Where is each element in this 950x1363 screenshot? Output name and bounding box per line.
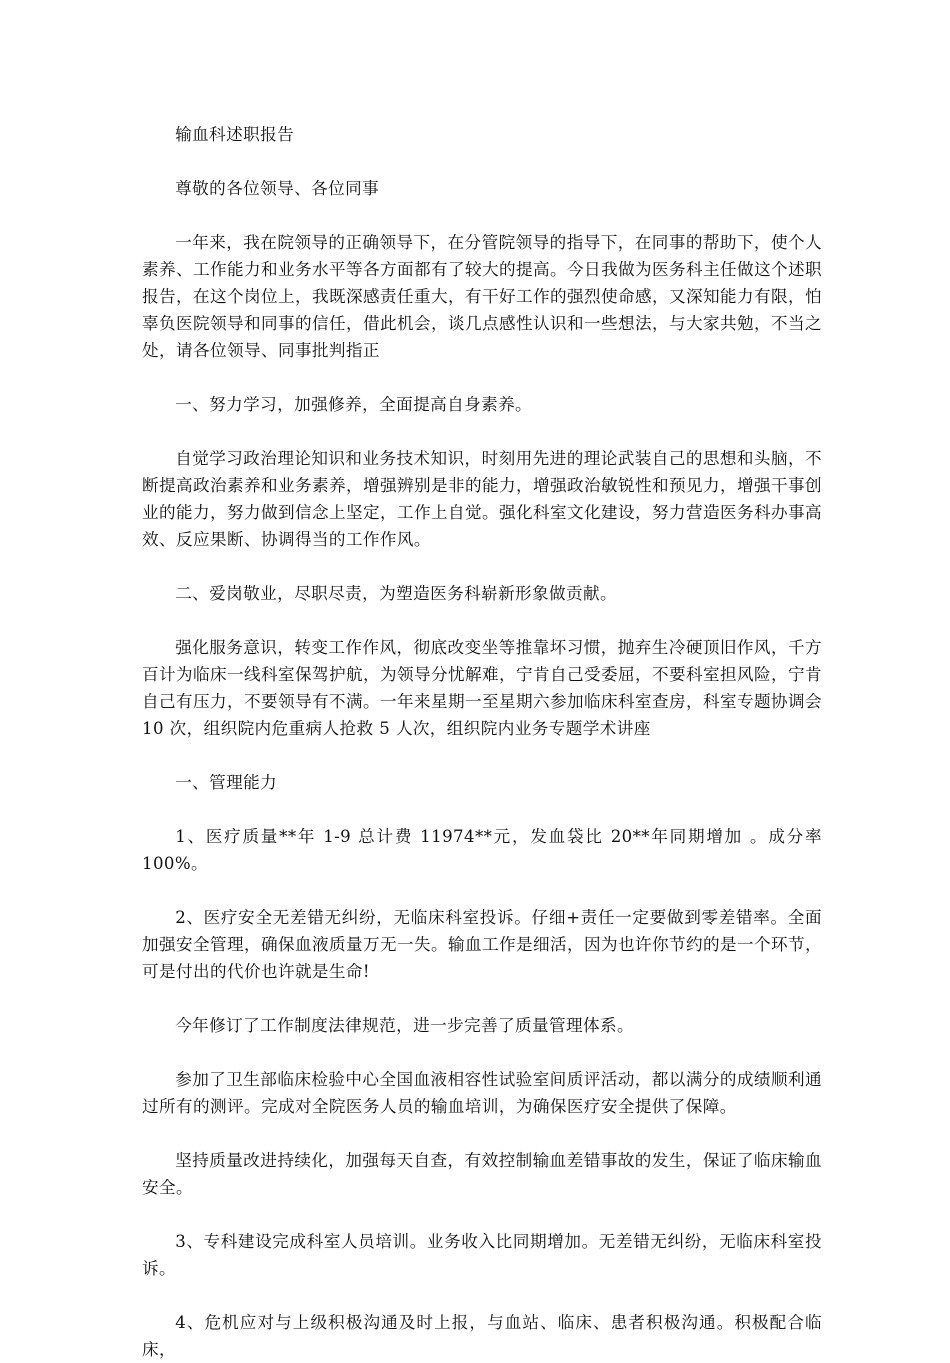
paragraph-spacer [142, 607, 822, 634]
paragraph-safety: 2、医疗安全无差错无纠纷，无临床科室投诉。仔细+责任一定要做到零差错率。全面加强安全管理，确保血液质量万无一失。输血工作是细活，因为也许你节约的是一个环节，可是付出的代价也许就是生命! [142, 908, 822, 981]
section-heading-management: 一、管理能力 [175, 773, 278, 792]
paragraph-spacer [142, 1201, 822, 1228]
paragraph-spacer [142, 364, 822, 391]
paragraph-specialty: 3、专科建设完成科室人员培训。业务收入比同期增加。无差错无纠纷，无临床科室投诉。 [142, 1232, 822, 1278]
paragraph-spacer [142, 202, 822, 229]
paragraph-improvement: 坚持质量改进持续化，加强每天自查，有效控制输血差错事故的发生，保证了临床输血安全。 [142, 1151, 822, 1197]
paragraph-spacer [142, 1282, 822, 1309]
salutation: 尊敬的各位领导、各位同事 [175, 179, 380, 198]
paragraph-spacer [142, 985, 822, 1012]
section-heading-study: 一、努力学习，加强修养，全面提高自身素养。 [175, 395, 533, 414]
paragraph-quality: 1、医疗质量**年 1-9 总计费 11974**元，发血袋比 20**年同期增加 。成分率 100%。 [142, 827, 822, 873]
paragraph-study: 自觉学习政治理论知识和业务技术知识，时刻用先进的理论武装自己的思想和头脑，不断提高政治素养和业务素养，增强辨别是非的能力，增强政治敏锐性和预见力，增强干事创业的能力，努力做到信念上坚定，工作上自觉。强化科室文化建设，努力营造医务科办事高效、反应果断、协调得当的工作作风。 [142, 449, 822, 549]
paragraph-spacer [142, 877, 822, 904]
paragraph-spacer [142, 148, 822, 175]
paragraph-spacer [142, 1039, 822, 1066]
document-body [142, 121, 822, 1363]
paragraph-regulations: 今年修订了工作制度法律规范，进一步完善了质量管理体系。 [175, 1016, 635, 1035]
paragraph-spacer [142, 742, 822, 769]
paragraph-spacer [142, 1120, 822, 1147]
paragraph-spacer [142, 553, 822, 580]
document-title: 输血科述职报告 [175, 125, 295, 144]
paragraph-intro: 一年来，我在院领导的正确领导下，在分管院领导的指导下，在同事的帮助下，使个人素养、工作能力和业务水平等各方面都有了较大的提高。今日我做为医务科主任做这个述职报告，在这个岗位上，我既深感责任重大，有干好工作的强烈使命感，又深知能力有限，怕辜负医院领导和同事的信任，借此机会，谈几点感性认识和一些想法，与大家共勉，不当之处，请各位领导、同事批判指正 [142, 233, 822, 360]
paragraph-evaluation: 参加了卫生部临床检验中心全国血液相容性试验室间质评活动，都以满分的成绩顺利通过所有的测评。完成对全院医务人员的输血培训，为确保医疗安全提供了保障。 [142, 1070, 822, 1116]
paragraph-crisis: 4、危机应对与上级积极沟通及时上报，与血站、临床、患者积极沟通。积极配合临床， [142, 1313, 822, 1359]
paragraph-spacer [142, 418, 822, 445]
paragraph-spacer [142, 796, 822, 823]
paragraph-dedication: 强化服务意识，转变工作作风，彻底改变坐等推靠坏习惯，抛弃生冷硬顶旧作风，千方百计为临床一线科室保驾护航，为领导分忧解难，宁肯自己受委屈，不要科室担风险，宁肯自己有压力，不要领导有不满。一年来星期一至星期六参加临床科室查房，科室专题协调会 10 次，组织院内危重病人抢救 5 人次，组织院内业务专题学术讲座 [142, 638, 822, 738]
section-heading-dedication: 二、爱岗敬业，尽职尽责，为塑造医务科崭新形象做贡献。 [175, 584, 618, 603]
